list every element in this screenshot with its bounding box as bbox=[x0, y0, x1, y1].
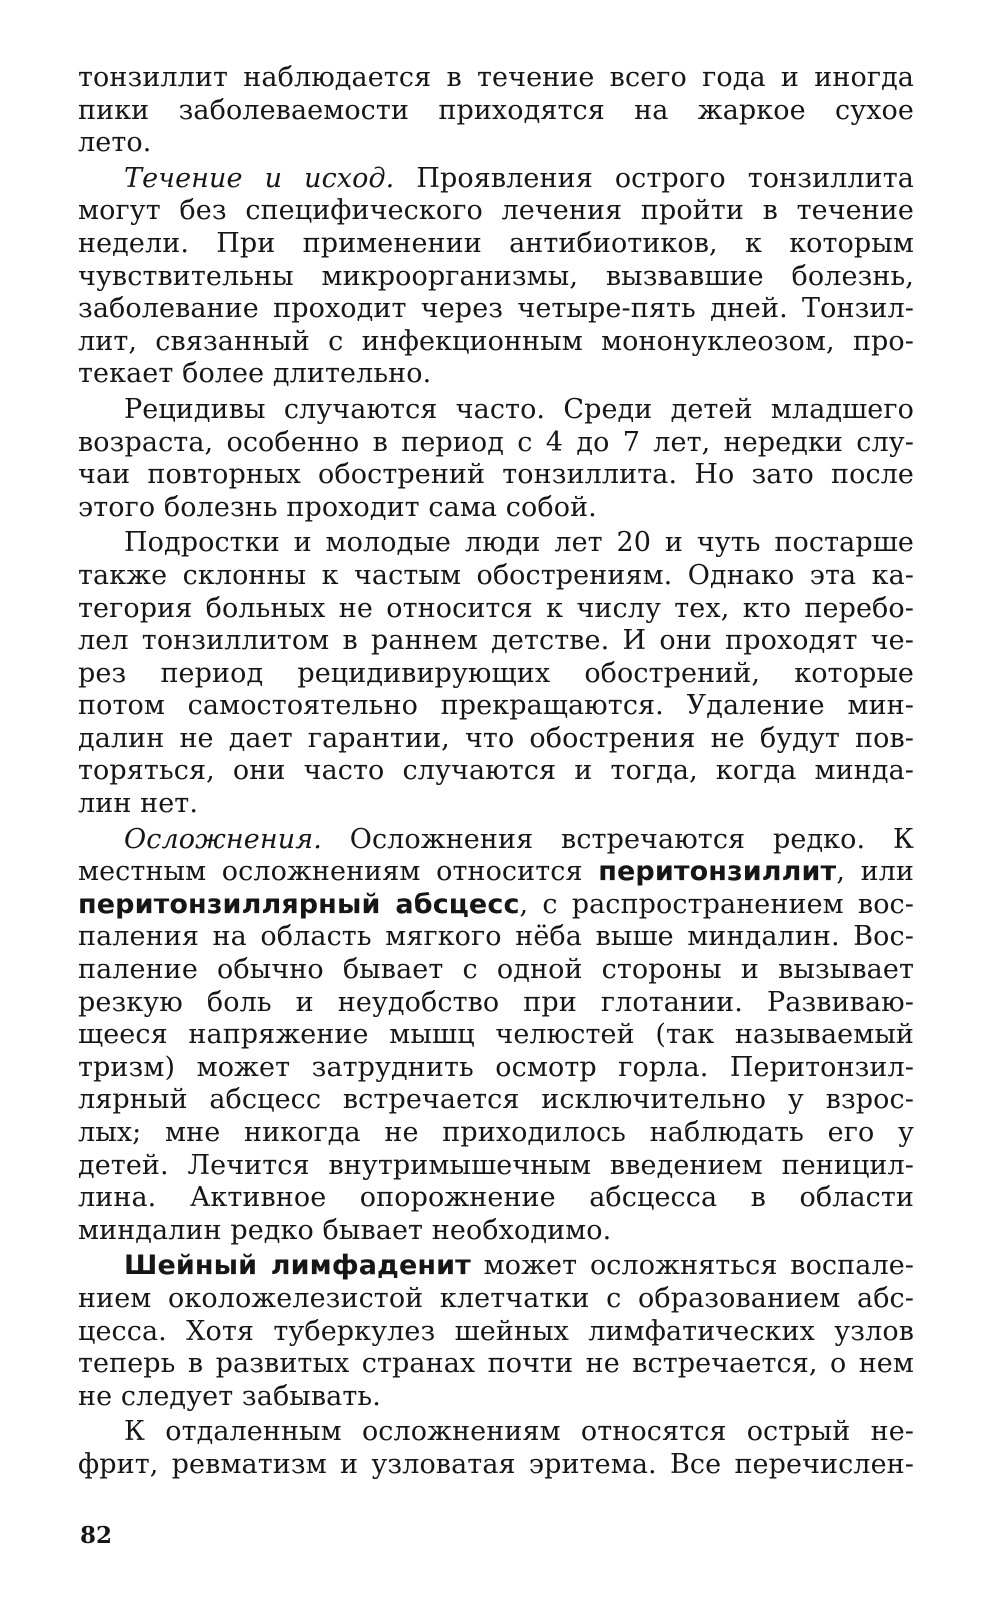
paragraph bbox=[78, 394, 914, 524]
text-line: Рецидивы случаются часто. Среди детей младшего bbox=[124, 393, 914, 425]
text-line: рез период рецидивирующих обострений, которые bbox=[78, 657, 914, 689]
text-line: далин не дает гарантии, что обострения не будут пов- bbox=[78, 722, 914, 754]
text-line: также склонны к частым обострениям. Однако эта ка- bbox=[78, 559, 914, 591]
body-text bbox=[78, 62, 914, 1482]
italic-run-in-heading: Осложнения. bbox=[124, 823, 322, 855]
text-line: паления на область мягкого нёба выше миндалин. Вос- bbox=[78, 921, 914, 953]
text-line: детей. Лечится внутримышечным введением пеницил- bbox=[78, 1149, 914, 1181]
paragraph bbox=[78, 62, 914, 160]
text-line: теперь в развитых странах почти не встречается, о нем bbox=[78, 1348, 914, 1380]
text-line: лярный абсцесс встречается исключительно у взрос- bbox=[78, 1084, 914, 1116]
bold-term: Шейный лимфаденит bbox=[124, 1250, 471, 1282]
text-line: торяться, они часто случаются и тогда, когда минда- bbox=[78, 755, 914, 787]
text-line: возраста, особенно в период с 4 до 7 лет, нередки слу- bbox=[78, 426, 914, 458]
paragraph bbox=[78, 527, 914, 820]
text-line: Осложнения. Осложнения встречаются редко. К bbox=[124, 823, 914, 855]
text-line: тризм) может затруднить осмотр горла. Перитонзил- bbox=[78, 1051, 914, 1083]
bold-term: перитонзиллярный абсцесс bbox=[78, 888, 520, 920]
paragraph bbox=[78, 824, 914, 1248]
paragraph bbox=[78, 1416, 914, 1481]
text-line: Подростки и молодые люди лет 20 и чуть постарше bbox=[124, 527, 914, 559]
text-line: лых; мне никогда не приходилось наблюдать его у bbox=[78, 1117, 914, 1148]
text-line: перитонзиллярный абсцесс, с распространением вос- bbox=[78, 888, 914, 920]
text-line: лето. bbox=[78, 127, 152, 159]
text-line: потом самостоятельно прекращаются. Удаление мин- bbox=[78, 690, 914, 722]
paragraph bbox=[78, 1250, 914, 1413]
text-line: не следует забывать. bbox=[78, 1380, 381, 1412]
text-line: этого болезнь проходит сама собой. bbox=[78, 491, 597, 523]
text-line: чувствительны микроорганизмы, вызвавшие болезнь, bbox=[78, 260, 914, 292]
text-line: щееся напряжение мышц челюстей (так называемый bbox=[78, 1019, 914, 1051]
text-line: нием околожелезистой клетчатки с образованием абс- bbox=[78, 1282, 914, 1314]
text-line: недели. При применении антибиотиков, к которым bbox=[78, 227, 914, 259]
page-number: 82 bbox=[80, 1522, 113, 1549]
text-line: лит, связанный с инфекционным мононуклеозом, про- bbox=[78, 325, 914, 357]
text-line: могут без специфического лечения пройти в течение bbox=[78, 195, 914, 227]
text-line: заболевание проходит через четыре-пять дней. Тонзил- bbox=[78, 293, 914, 325]
text-line: местным осложнениям относится перитонзиллит, или bbox=[78, 856, 915, 888]
text-line: текает более длительно. bbox=[78, 358, 432, 390]
italic-run-in-heading: Течение и исход. bbox=[124, 162, 395, 194]
text-line: Течение и исход. Проявления острого тонзиллита bbox=[124, 162, 915, 194]
text-line: лин нет. bbox=[78, 788, 199, 820]
text-line: паление обычно бывает с одной стороны и вызывает bbox=[78, 954, 914, 986]
text-line: тонзиллит наблюдается в течение всего года и иногда bbox=[78, 62, 914, 93]
text-line: тегория больных не относится к числу тех, кто перебо- bbox=[78, 592, 914, 624]
paragraph bbox=[78, 163, 914, 391]
text-line: миндалин редко бывает необходимо. bbox=[78, 1214, 612, 1246]
bold-term: перитонзиллит bbox=[598, 856, 837, 888]
text-line: К отдаленным осложнениям относятся острый не- bbox=[124, 1416, 914, 1448]
text-line: цесса. Хотя туберкулез шейных лимфатических узлов bbox=[78, 1315, 914, 1347]
text-line: лина. Активное опорожнение абсцесса в области bbox=[78, 1182, 914, 1214]
text-line: фрит, ревматизм и узловатая эритема. Все перечислен- bbox=[78, 1448, 914, 1480]
text-line: чаи повторных обострений тонзиллита. Но зато после bbox=[78, 459, 914, 491]
text-line: пики заболеваемости приходятся на жаркое сухое bbox=[78, 94, 914, 126]
text-line: Шейный лимфаденит может осложняться воспале- bbox=[124, 1250, 914, 1282]
text-line: лел тонзиллитом в раннем детстве. И они проходят че- bbox=[78, 625, 914, 657]
text-line: резкую боль и неудобство при глотании. Развиваю- bbox=[78, 986, 914, 1018]
